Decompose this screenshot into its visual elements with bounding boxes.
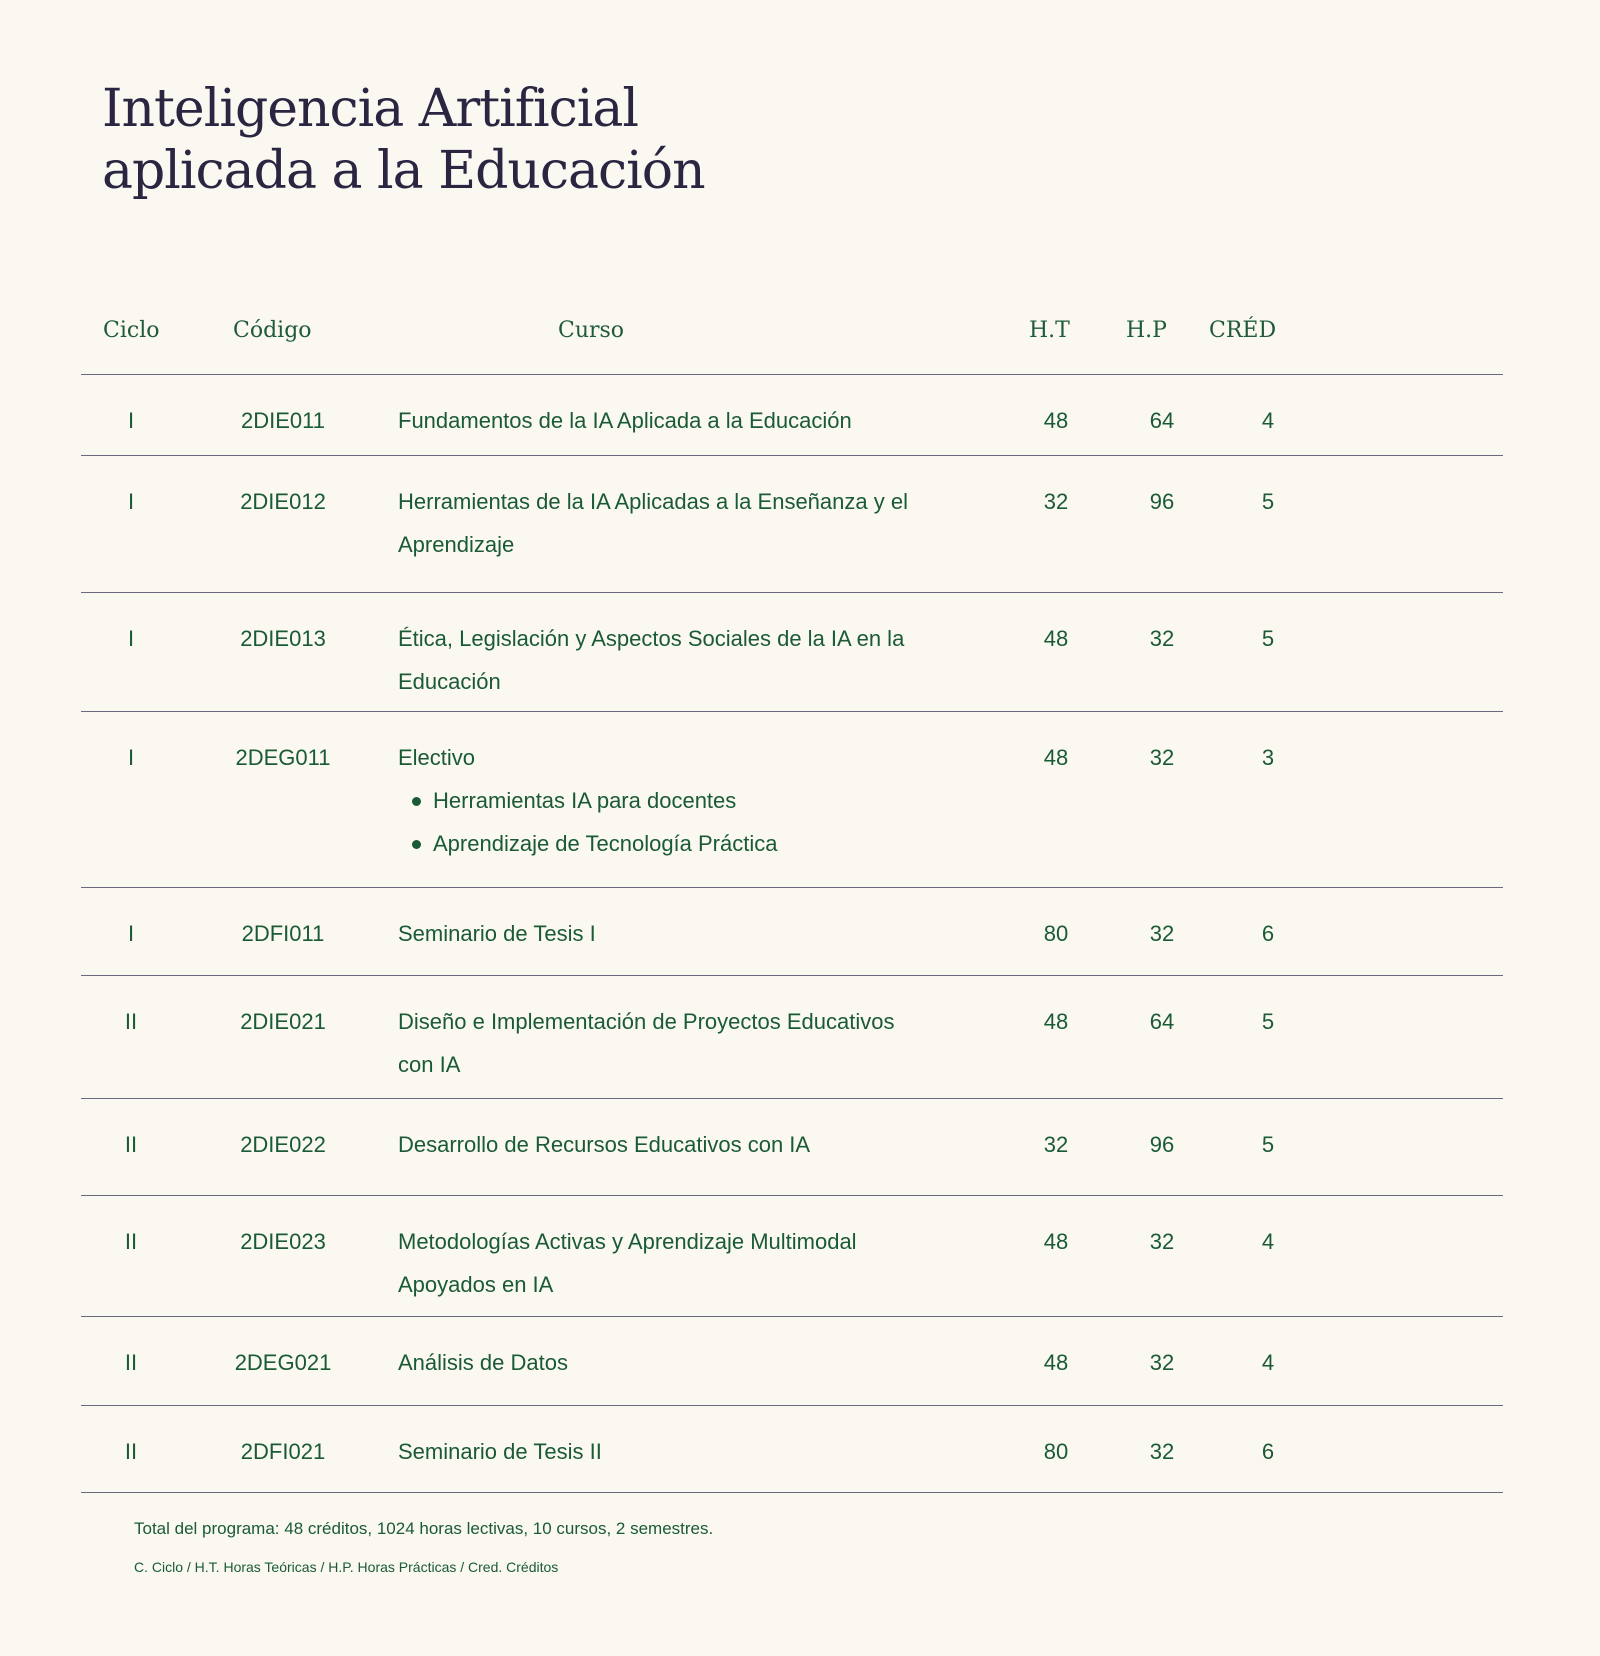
cell-ciclo: II [124, 1132, 138, 1157]
cell-ht: 32 [1043, 489, 1069, 514]
cell-codigo: 2DFI021 [240, 1439, 326, 1464]
header-curso: Curso [558, 318, 625, 343]
cell-ht: 48 [1043, 745, 1069, 770]
cell-codigo: 2DIE012 [240, 489, 326, 514]
cell-curso: Seminario de Tesis I [398, 921, 596, 946]
cell-ht: 48 [1043, 408, 1069, 433]
elective-options [398, 779, 918, 865]
cell-ciclo: II [124, 1439, 138, 1464]
cell-cred: 6 [1261, 921, 1275, 946]
cell-hp: 64 [1149, 1009, 1175, 1034]
header-codigo: Código [233, 318, 312, 343]
cell-cred: 4 [1261, 408, 1275, 433]
cell-curso: Ética, Legislación y Aspectos Sociales de la IA en la Educación [398, 626, 905, 694]
cell-ciclo: II [124, 1009, 138, 1034]
curriculum-table [81, 300, 1503, 1493]
cell-hp: 96 [1149, 489, 1175, 514]
cell-codigo: 2DIE022 [240, 1132, 326, 1157]
cell-codigo: 2DEG021 [234, 1350, 332, 1375]
table-row [81, 1196, 1503, 1317]
table-row [81, 375, 1503, 456]
cell-codigo: 2DIE013 [240, 626, 326, 651]
cell-cred: 5 [1261, 489, 1275, 514]
cell-codigo: 2DIE023 [240, 1229, 326, 1254]
cell-curso: Seminario de Tesis II [398, 1439, 602, 1464]
cell-ciclo: I [127, 921, 135, 946]
cell-ciclo: I [127, 626, 135, 651]
cell-curso: Herramientas de la IA Aplicadas a la Enseñanza y el Aprendizaje [398, 489, 908, 557]
cell-ciclo: I [127, 408, 135, 433]
cell-codigo: 2DFI011 [241, 921, 325, 946]
cell-ciclo: I [127, 489, 135, 514]
cell-cred: 5 [1261, 1132, 1275, 1157]
program-total-note: Total del programa: 48 créditos, 1024 horas lectivas, 10 cursos, 2 semestres. [134, 1519, 714, 1538]
cell-cred: 5 [1261, 1009, 1275, 1034]
cell-ht: 32 [1043, 1132, 1069, 1157]
header-hp: H.P [1126, 318, 1167, 343]
cell-hp: 32 [1149, 745, 1175, 770]
table-row [81, 888, 1503, 976]
cell-curso [398, 736, 918, 865]
cell-cred: 3 [1261, 745, 1275, 770]
abbreviations-legend: C. Ciclo / H.T. Horas Teóricas / H.P. Horas Prácticas / Cred. Créditos [134, 1559, 559, 1575]
table-row [81, 1099, 1503, 1196]
table-row [81, 1317, 1503, 1406]
header-ciclo: Ciclo [103, 318, 160, 343]
cell-ciclo: II [124, 1229, 138, 1254]
table-row [81, 976, 1503, 1099]
cell-cred: 6 [1261, 1439, 1275, 1464]
cell-hp: 32 [1149, 1439, 1175, 1464]
cell-ht: 48 [1043, 1009, 1069, 1034]
cell-ht: 80 [1043, 1439, 1069, 1464]
cell-curso: Diseño e Implementación de Proyectos Educativos con IA [398, 1009, 895, 1077]
table-row [81, 593, 1503, 712]
cell-ciclo: II [124, 1350, 138, 1375]
cell-hp: 32 [1149, 921, 1175, 946]
cell-ht: 48 [1043, 626, 1069, 651]
table-row [81, 712, 1503, 888]
cell-hp: 96 [1149, 1132, 1175, 1157]
cell-ht: 48 [1043, 1229, 1069, 1254]
cell-curso: Fundamentos de la IA Aplicada a la Educación [398, 408, 852, 433]
cell-ht: 48 [1043, 1350, 1069, 1375]
elective-title: Electivo [398, 745, 476, 770]
cell-curso: Metodologías Activas y Aprendizaje Multimodal Apoyados en IA [398, 1229, 857, 1297]
cell-cred: 5 [1261, 626, 1275, 651]
cell-codigo: 2DIE011 [241, 408, 325, 433]
cell-hp: 32 [1149, 1350, 1175, 1375]
page-title-line-1: Inteligencia Artificial [102, 79, 638, 139]
table-row [81, 456, 1503, 593]
cell-hp: 32 [1149, 1229, 1175, 1254]
table-row [81, 1406, 1503, 1493]
cell-codigo: 2DIE021 [240, 1009, 326, 1034]
list-item: Aprendizaje de Tecnología Práctica [398, 822, 918, 865]
cell-cred: 4 [1261, 1350, 1275, 1375]
cell-curso: Análisis de Datos [398, 1350, 568, 1375]
cell-ciclo: I [127, 745, 135, 770]
page-title [102, 78, 705, 202]
cell-codigo: 2DEG011 [235, 745, 331, 770]
cell-cred: 4 [1261, 1229, 1275, 1254]
cell-hp: 64 [1149, 408, 1175, 433]
cell-hp: 32 [1149, 626, 1175, 651]
header-ht: H.T [1029, 318, 1070, 343]
header-cred: CRÉD [1209, 318, 1277, 343]
page-title-line-2: aplicada a la Educación [102, 141, 705, 201]
cell-ht: 80 [1043, 921, 1069, 946]
list-item: Herramientas IA para docentes [398, 779, 918, 822]
cell-curso: Desarrollo de Recursos Educativos con IA [398, 1132, 811, 1157]
table-header [81, 300, 1503, 375]
